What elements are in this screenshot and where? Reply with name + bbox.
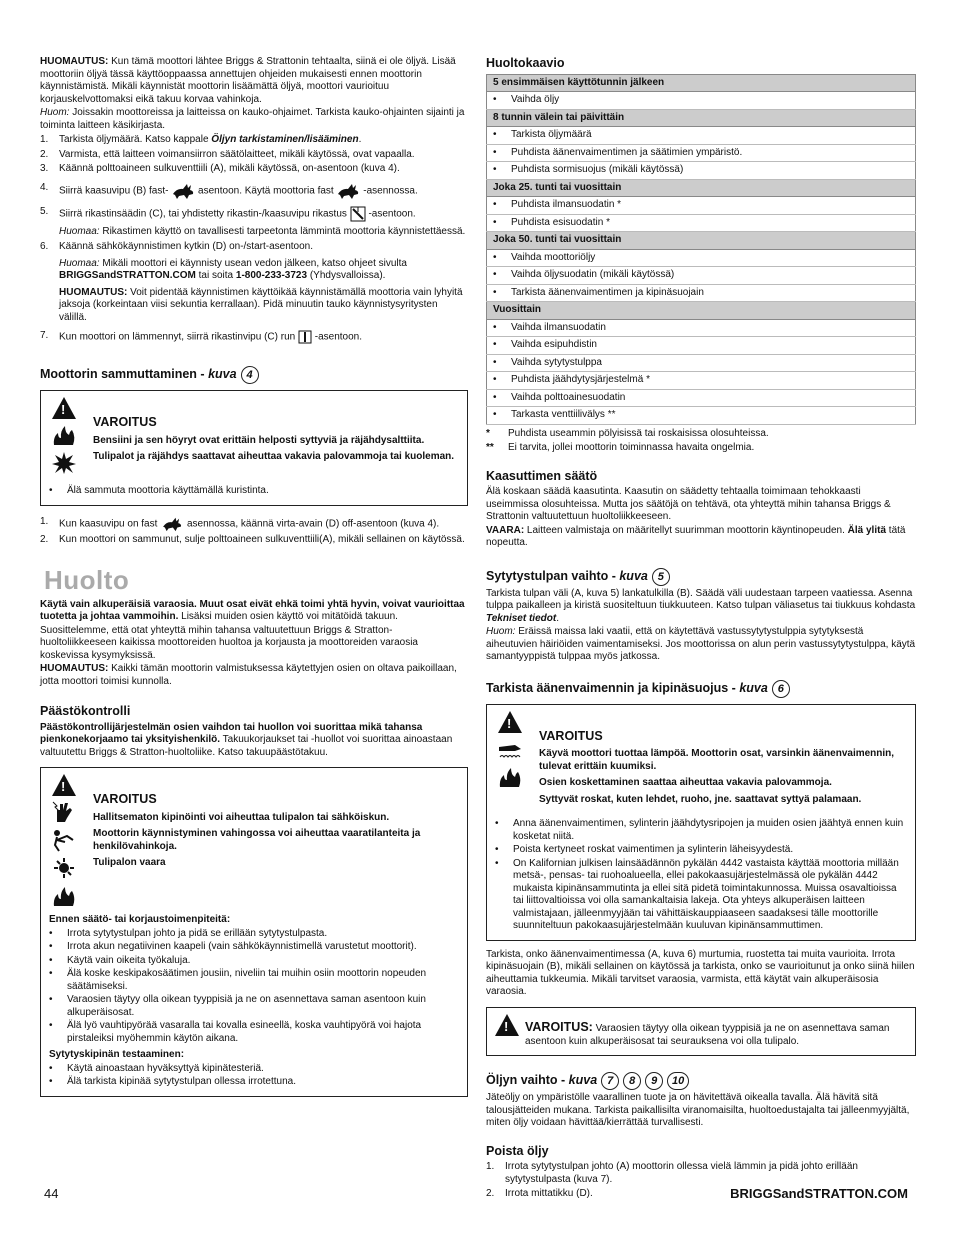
- paasto-list-1: [49, 928, 459, 1046]
- note-6b: HUOMAUTUS: Voit pidentää käynnistimen käyttöikää käynnistämällä moottoria vain lyhyitä jaksoja (korkeintaan viisi sekuntia kerrallaan). Pidä minuutin tauko käynnistysyritysten välillä.: [59, 286, 463, 323]
- table-row: • Vaihda ilmansuodatin: [487, 319, 916, 337]
- list-item: • Anna äänenvaimentimen, sylinterin jäähdytysripojen ja muiden osien jäähtyä ennen kuin kosketat niitä.: [495, 818, 907, 843]
- table-row: • Puhdista esisuodatin *: [487, 214, 916, 232]
- list-item: • Irrota akun negatiivinen kaapeli (vain sähkökäynnistimellä varustetut moottorit).: [49, 941, 459, 954]
- paasto-heading: Päästökontrolli: [40, 704, 131, 719]
- figure-7-badge: 7: [601, 1072, 619, 1090]
- fire-icon-3: [497, 765, 523, 789]
- table-row: • Puhdista sormisuojus (mikäli käytössä): [487, 162, 916, 180]
- step-7: 7. Kun moottori on lämmennyt, siirrä rikastinvipu (C) run -asentoon.: [40, 330, 363, 343]
- figure-5-badge: 5: [652, 568, 670, 586]
- table-row: • Vaihda esipuhdistin: [487, 337, 916, 355]
- warning-triangle-icon-3: [498, 711, 522, 733]
- list-item: • On Kalifornian julkisen lainsäädännön pykälän 4442 vastaista käyttää moottoria millään metsä-, pensas- tai ruohoalueella, ellei pakokaasujärjestelmässä ole pykälän 4442 mukaista kipinänsammutinta ja ellei sitä pidetä toimintakunnossa. Muissa osavaltioissa tai liittovaltioissa voi olla samankaltaisia lakeja. Ota yhteys alkuperäisen laitteen valmistajaan, jälleenmyyjään tai vähittäiskauppiaaseen saadaksesi tälle moottorille suunniteltuun pakokaasujärjestelmään kuuluvan kipinänsammuttimen.: [495, 858, 907, 933]
- varaosa-warning-text: VAROITUS: Varaosien täytyy olla oikean tyyppisiä ja ne on asennettava saman asentoon kuin alkuperäisosat tai seurauksena voi olla tulipalo.: [525, 1019, 890, 1047]
- table-row: • Vaihda moottoriöljy: [487, 249, 916, 267]
- paasto-warning-line-3: Tulipalon vaara: [93, 857, 166, 869]
- list-item: • Poista kertyneet roskat vaimentimen ja sylinterin läheisyydestä.: [495, 844, 907, 857]
- start-steps: [40, 134, 468, 222]
- stop-step-2: 2. Kun moottori on sammunut, sulje polttoaineen sulkuventtiili(A), mikäli sellainen on käytössä.: [40, 533, 465, 545]
- varaosa-warning-box: [486, 1007, 916, 1056]
- table-row: 5 ensimmäisen käyttötunnin jälkeen: [487, 74, 916, 92]
- fire-icon-2: [51, 884, 77, 908]
- list-item: • Älä koske keskipakosäätimen jousiin, niveliin tai muihin osiin moottorin nopeuden säätämiseksi.: [49, 968, 459, 993]
- paasto-sub-2: Sytytyskipinän testaaminen:: [49, 1049, 185, 1061]
- stop-steps: [40, 516, 468, 547]
- intro-huom: Huom: Joissakin moottoreissa ja laitteissa on kauko-ohjaimet. Tarkista kauko-ohjainten sijainti ja toiminta laitteen käsikirjasta.: [40, 107, 465, 131]
- table-row: • Puhdista ilmansuodatin *: [487, 197, 916, 215]
- poista-step-2: 2. Irrota mittatikku (D).: [486, 1188, 593, 1200]
- step-6: 6. Käännä sähkökäynnistimen kytkin (D) on-/start-asentoon.: [40, 241, 314, 252]
- choke-icon: [350, 206, 366, 222]
- poista-heading: Poista öljy: [486, 1143, 549, 1158]
- kaasutin-heading: Kaasuttimen säätö: [486, 468, 598, 483]
- right-column: [486, 56, 916, 1203]
- hot-surface-icon: [497, 737, 523, 761]
- kickback-person-icon: [51, 828, 77, 852]
- oil-heading: Öljyn vaihto - kuva 7 8 9 10: [486, 1072, 916, 1090]
- vaimennin-warning-line-1: Käyvä moottori tuottaa lämpöä. Moottorin osat, varsinkin äänenvaimennin, tulevat erittäin kuumiksi.: [539, 748, 895, 772]
- paasto-p: Päästökontrollijärjestelmän osien vaihdon tai huollon voi suorittaa mikä tahansa pienkonekorjaamo tai yksityishenkilö. Takuukorjaukset tai -huollot voi suorittaa ainoastaan valtuutettu Briggs & Stratton-huoltoliike. Katso takuupäästötakuu.: [40, 721, 453, 758]
- table-row: • Puhdista jäähdytysjärjestelmä *: [487, 372, 916, 390]
- stop-warning-bullet: • Älä sammuta moottoria käyttämällä kuristinta.: [49, 485, 459, 498]
- vaimennin-warning-title: VAROITUS: [539, 728, 603, 743]
- step-3: 3. Käännä polttoaineen sulkuventtiili (A), mikäli käytössä, on-asentoon (kuva 4).: [40, 163, 400, 174]
- table-row: • Tarkasta venttiilivälys **: [487, 407, 916, 425]
- stop-heading: Moottorin sammuttaminen - kuva 4: [40, 366, 468, 384]
- vaimennin-warning-box: [486, 704, 916, 941]
- step-2: 2. Varmista, että laitteen voimansiirron säätölaitteet, mikäli käytössä, ovat vapaalla.: [40, 148, 415, 160]
- kaasutin-p1: Älä koskaan säädä kaasutinta. Kaasutin on säädetty tehtaalla toimimaan tehokkaasti useimmissa olosuhteissa. Mutta jos säätöjä on tehtävä, ota yhteyttä mihin tahansa Briggs & Strattonin valtuutettuun huoltoliikkeeseen.: [486, 486, 891, 523]
- footnote-2: ** Ei tarvita, jollei moottorin toiminnassa havaita ongelmia.: [486, 442, 755, 454]
- rabbit-fast-icon-3: [160, 516, 184, 532]
- figure-10-badge: 10: [667, 1072, 689, 1090]
- list-item: • Älä tarkista kipinää sytytystulpan ollessa irrotettuna.: [49, 1076, 459, 1089]
- table-row: • Puhdista äänenvaimentimen ja säätimien ympäristö.: [487, 144, 916, 162]
- kaasutin-p2: VAARA: Laitteen valmistaja on määritellyt suurimman moottorin käyntinopeuden. Älä ylitä tätä nopeutta.: [486, 524, 906, 549]
- table-row: • Tarkista äänenvaimentimen ja kipinäsuojain: [487, 284, 916, 302]
- list-item: • Älä lyö vauhtipyörää vasaralla tai kovalla esineellä, koska vauhtipyörä voi hajota pirstaleiksi myöhemmin käytön aikana.: [49, 1020, 459, 1045]
- footer-site: BRIGGSandSTRATTON.COM: [730, 1186, 908, 1201]
- flying-debris-icon: [51, 856, 77, 880]
- figure-6-badge: 6: [772, 680, 790, 698]
- tulppa-heading: Sytytystulpan vaihto - kuva 5: [486, 568, 916, 586]
- table-row: Joka 50. tunti tai vuosittain: [487, 232, 916, 250]
- stop-warning-line-2: Tulipalot ja räjähdys saattavat aiheuttaa vakavia palovammoja tai kuoleman.: [93, 451, 455, 463]
- warning-triangle-icon: [52, 397, 76, 419]
- left-column: [40, 56, 468, 1105]
- vaimennin-list: [495, 818, 907, 933]
- table-row: 8 tunnin välein tai päivittäin: [487, 109, 916, 127]
- tulppa-huom: Huom: Eräissä maissa laki vaatii, että on käytettävä vastussytytystulppia sytytyksestä aiheutuvien häiriöiden vaimentamiseksi. Jos moottorissa on alun perin vastussytytystulppa, käytä samantyyppistä tulppaa myös jatkossa.: [486, 626, 916, 663]
- table-row: Vuosittain: [487, 302, 916, 320]
- vaimennin-heading: Tarkista äänenvaimennin ja kipinäsuojus - kuva 6: [486, 680, 916, 698]
- start-steps-6: [40, 241, 468, 254]
- list-item: • Käytä ainoastaan hyväksyttyä kipinätesteriä.: [49, 1063, 459, 1076]
- figure-4-badge: 4: [241, 366, 259, 384]
- stop-warning-box: [40, 390, 468, 506]
- paasto-warning-line-2: Moottorin käynnistyminen vahingossa voi aiheuttaa vaaratilanteita ja henkilövahinkoja.: [93, 828, 421, 852]
- table-row: • Tarkista öljymäärä: [487, 127, 916, 145]
- vaimennin-warning-line-2: Osien koskettaminen saattaa aiheuttaa vakavia palovammoja.: [539, 777, 832, 789]
- vaimennin-after: Tarkista, onko äänenvaimentimessa (A, kuva 6) murtumia, ruostetta tai muita vaurioita. Irrota kipinäsuojain (B), mikäli sellainen on käytössä ja tarkista, onko se vaurioitunut ja onko siinä hiilen aiheuttamia tukkeumia. Mikäli tarvitset varaosia, varmista, että käytät vain alkuperäisosia varaosia.: [486, 948, 915, 998]
- paasto-list-2: [49, 1063, 459, 1089]
- paasto-sub-1: Ennen säätö- tai korjaustoimenpiteitä:: [49, 914, 231, 926]
- footnote-1: * Puhdista useammin pölyisissä tai roskaisissa olosuhteissa.: [486, 427, 769, 439]
- oil-text: Jäteöljy on ympäristölle vaarallinen tuote ja on hävitettävä oikealla tavalla. Älä hävitä sitä talousjätteiden mukana. Tarkista paikallisilta viranomaisilta, huoltoedustajalta tai jälleenmyyjältä, miten öljy voidaan hävittää/kierrättää turvallisesti.: [486, 1092, 910, 1128]
- list-item: • Käytä vain oikeita työkaluja.: [49, 955, 459, 968]
- step-1: 1. Tarkista öljymäärä. Katso kappale Öljyn tarkistaminen/lisääminen.: [40, 134, 362, 145]
- table-row: • Vaihda öljysuodatin (mikäli käytössä): [487, 267, 916, 285]
- step-5: 5. Siirrä rikastinsäädin (C), tai yhdistetty rikastin-/kaasuvipu rikastus -asentoon.: [40, 206, 468, 222]
- stop-warning-title: VAROITUS: [93, 415, 157, 430]
- warning-triangle-icon-4: [495, 1014, 519, 1036]
- step-4: 4. Siirrä kaasuvipu (B) fast- asentoon. Käytä moottoria fast -asennossa.: [40, 182, 468, 200]
- start-steps-7: [40, 330, 468, 344]
- fire-icon: [51, 423, 77, 447]
- intro-note: HUOMAUTUS: Kun tämä moottori lähtee Briggs & Strattonin tehtaalta, siinä ei ole öljyä. Lisää moottoriin öljyä tässä käyttöoppaassa annettujen ohjeiden mukaisesti ennen moottorin käynnistämistä. Mikäli käynnistät moottorin lisäämättä öljyä, moottori vaurioituu korjauskelvottomaksi eikä takuu korvaa vahinkoja.: [40, 56, 456, 105]
- page-number: 44: [44, 1186, 59, 1201]
- run-icon: [298, 330, 312, 344]
- note-5: Huomaa: Rikastimen käyttö on tavallisesti tarpeetonta lämmintä moottoria käynnistettäessä.: [59, 225, 466, 237]
- warning-triangle-icon-2: [52, 774, 76, 796]
- explosion-icon: [51, 451, 77, 475]
- paasto-warning-line-1: Hallitsematon kipinöinti voi aiheuttaa tulipalon tai sähköiskun.: [93, 811, 390, 823]
- list-item: • Irrota sytytystulpan johto ja pidä se erillään sytytystulpasta.: [49, 928, 459, 941]
- table-row: • Vaihda polttoainesuodatin: [487, 389, 916, 407]
- figure-8-badge: 8: [623, 1072, 641, 1090]
- rabbit-fast-icon: [171, 182, 195, 200]
- rabbit-fast-icon-2: [336, 182, 360, 200]
- maintenance-schedule-table: [486, 74, 916, 425]
- table-row: Joka 25. tunti tai vuosittain: [487, 179, 916, 197]
- stop-step-1: 1. Kun kaasuvipu on fast asennossa, käännä virta-avain (D) off-asentoon (kuva 4).: [40, 516, 468, 532]
- paasto-warning-box: [40, 767, 468, 1097]
- vaimennin-warning-line-3: Syttyvät roskat, kuten lehdet, ruoho, jne. saattavat syttyä palamaan.: [539, 793, 862, 805]
- huolto-p2: Suosittelemme, että otat yhteyttä mihin tahansa valtuutettuun Briggs & Stratton-huoltoliikkeeseen kaikissa moottoreiden huoltoa ja korjausta ja moottoreiden varaosia koskevissa kysymyksissä.: [40, 624, 418, 661]
- figure-9-badge: 9: [645, 1072, 663, 1090]
- stop-warning-line-1: Bensiini ja sen höyryt ovat erittäin helposti syttyviä ja räjähdysalttiita.: [93, 434, 425, 446]
- poista-step-1: 1. Irrota sytytystulpan johto (A) moottorin ollessa vielä lämmin ja pidä johto erillään sytytystulpasta (kuva 7).: [486, 1161, 858, 1185]
- huolto-p3: HUOMAUTUS: Kaikki tämän moottorin valmistuksessa käytettyjen osien on oltava paikoillaan, jotta moottori toimisi kunnolla.: [40, 663, 457, 687]
- table-row: • Vaihda sytytystulppa: [487, 354, 916, 372]
- huolto-p1: Käytä vain alkuperäisiä varaosia. Muut osat eivät ehkä toimi yhtä hyvin, voivat vaurioittaa tuotetta ja johtaa vammoihin. Lisäksi muiden osien käyttö voi mitätöidä takuun.: [40, 598, 465, 623]
- shock-hand-icon: [51, 800, 77, 824]
- table-row: • Vaihda öljy: [487, 92, 916, 110]
- list-item: • Varaosien täytyy olla oikean tyyppisiä ja ne on asennettava saman asentoon kuin alkuperäisosat.: [49, 994, 459, 1019]
- huolto-title: Huolto: [44, 565, 130, 596]
- note-6: Huomaa: Mikäli moottori ei käynnisty usean vedon jälkeen, katso ohjeet sivulta BRIGGSandSTRATTON.COM tai soita 1-800-233-3723 (Yhdysvalloissa).: [59, 257, 407, 281]
- tulppa-p1: Tarkista tulpan väli (A, kuva 5) lankatulkilla (B). Säädä väli uudestaan tarpeen vaatiessa. Asenna tulppa paikalleen ja kiristä suositeltuun tiukkuuteen. Katso tulpan väliasetus tai tiukkuus kohdasta Tekniset tiedot.: [486, 587, 916, 624]
- paasto-warning-title: VAROITUS: [93, 792, 157, 807]
- schedule-heading: Huoltokaavio: [486, 56, 565, 70]
